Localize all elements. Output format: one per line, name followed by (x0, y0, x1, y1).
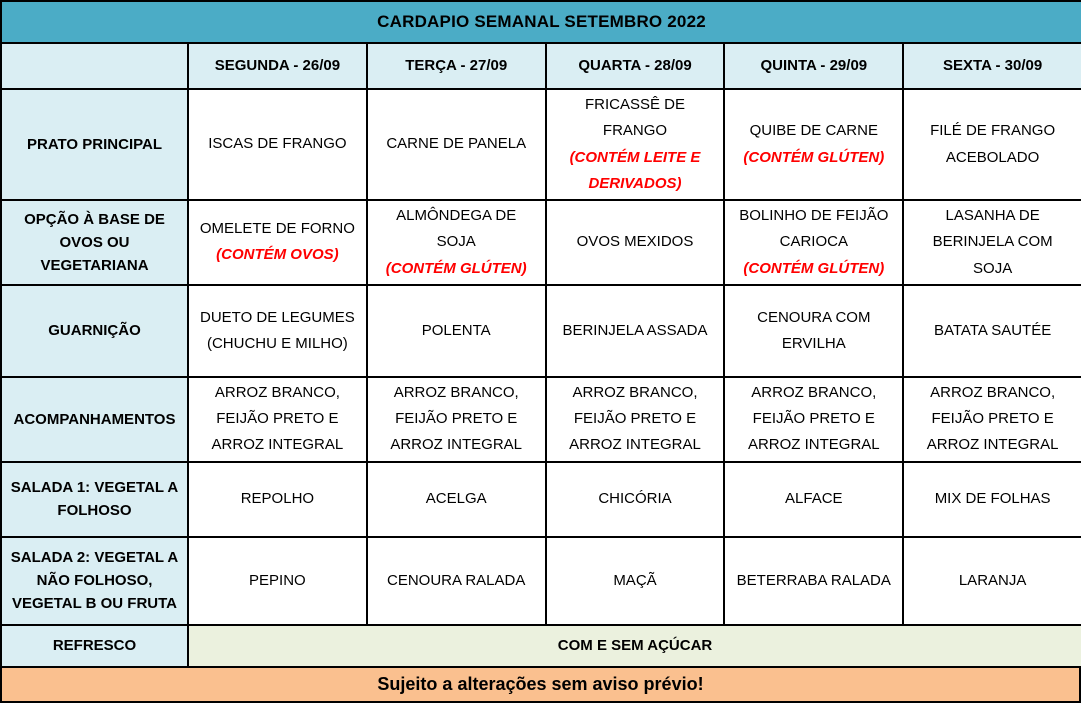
dish-name: ISCAS DE FRANGO (208, 135, 347, 153)
menu-cell (724, 537, 903, 625)
menu-cell (188, 285, 367, 377)
dish-name: MAÇÃ (613, 571, 657, 589)
menu-cell (188, 200, 367, 285)
menu-cell (188, 462, 367, 537)
row-label: PRATO PRINCIPAL (1, 89, 188, 200)
row-label: OPÇÃO À BASE DE OVOS OU VEGETARIANA (1, 200, 188, 285)
dish-name: ALMÔNDEGA DE SOJA (396, 207, 517, 251)
menu-cell (724, 200, 903, 285)
allergen-note: (CONTÉM GLÚTEN) (743, 259, 885, 277)
page-title: CARDAPIO SEMANAL SETEMBRO 2022 (1, 1, 1081, 43)
dish-name: OVOS MEXIDOS (576, 233, 694, 251)
dish-name: REPOLHO (240, 490, 315, 508)
menu-cell (903, 89, 1081, 200)
allergen-note: (CONTÉM GLÚTEN) (385, 259, 527, 277)
table-row-guarnicao (1, 285, 1081, 377)
allergen-note: (CONTÉM GLÚTEN) (743, 148, 885, 166)
disclaimer-bar (0, 668, 1081, 703)
dish-name: ACELGA (425, 490, 487, 508)
dish-name: LASANHA DE BERINJELA COM SOJA (932, 207, 1053, 277)
dish-name: FRICASSÊ DE FRANGO (584, 96, 685, 140)
menu-cell (546, 537, 725, 625)
menu-cell (367, 377, 546, 462)
dish-name: BERINJELA ASSADA (562, 321, 708, 339)
menu-cell (367, 89, 546, 200)
menu-cell (724, 462, 903, 537)
dish-name: PEPINO (249, 571, 306, 589)
menu-cell (903, 285, 1081, 377)
table-row-acompanhamentos (1, 377, 1081, 462)
menu-cell (546, 285, 725, 377)
menu-cell (188, 89, 367, 200)
menu-cell (188, 537, 367, 625)
dish-name: BATATA SAUTÉE (933, 321, 1052, 339)
table-row-salada-1 (1, 462, 1081, 537)
column-header-segunda: SEGUNDA - 26/09 (188, 43, 367, 89)
menu-cell (724, 377, 903, 462)
menu-cell (188, 377, 367, 462)
dish-name: POLENTA (421, 321, 491, 339)
dish-name: ARROZ BRANCO, FEIJÃO PRETO E ARROZ INTEGRAL (569, 383, 701, 454)
menu-cell (903, 377, 1081, 462)
dish-name: MIX DE FOLHAS (934, 490, 1051, 508)
dish-name: ARROZ BRANCO, FEIJÃO PRETO E ARROZ INTEGRAL (390, 383, 523, 454)
table-row-refresco (1, 625, 1081, 667)
dish-name: BOLINHO DE FEIJÃO CARIOCA (739, 207, 889, 251)
allergen-note: (CONTÉM OVOS) (216, 246, 339, 264)
dish-name: ARROZ BRANCO, FEIJÃO PRETO E ARROZ INTEGRAL (747, 383, 880, 454)
header-row (1, 43, 1081, 89)
menu-cell (903, 200, 1081, 285)
dish-name: ARROZ BRANCO, FEIJÃO PRETO E ARROZ INTEGRAL (211, 383, 344, 454)
column-header-terca: TERÇA - 27/09 (367, 43, 546, 89)
dish-name: FILÉ DE FRANGO ACEBOLADO (930, 122, 1056, 166)
row-label: SALADA 2: VEGETAL A NÃO FOLHOSO, VEGETAL B OU FRUTA (1, 537, 188, 625)
dish-name: CENOURA COM ERVILHA (757, 308, 871, 352)
row-label: REFRESCO (1, 625, 188, 667)
dish-name: CHICÓRIA (598, 490, 672, 508)
column-header-quinta: QUINTA - 29/09 (724, 43, 903, 89)
menu-cell (903, 462, 1081, 537)
dish-name: LARANJA (958, 571, 1027, 589)
row-label: SALADA 1: VEGETAL A FOLHOSO (1, 462, 188, 537)
menu-cell (367, 200, 546, 285)
column-header-sexta: SEXTA - 30/09 (903, 43, 1081, 89)
dish-name: CARNE DE PANELA (386, 135, 527, 153)
dish-name: BETERRABA RALADA (736, 571, 891, 589)
corner-cell (1, 43, 188, 89)
menu-cell (724, 89, 903, 200)
menu-cell (546, 89, 725, 200)
dish-name: QUIBE DE CARNE (749, 122, 878, 140)
menu-cell (546, 200, 725, 285)
dish-name: DUETO DE LEGUMES (CHUCHU E MILHO) (200, 308, 355, 352)
dish-name: OMELETE DE FORNO (199, 220, 355, 238)
dish-name: ARROZ BRANCO, FEIJÃO PRETO E ARROZ INTEGRAL (926, 383, 1059, 454)
menu-cell (903, 537, 1081, 625)
row-label: GUARNIÇÃO (1, 285, 188, 377)
table-row-prato-principal (1, 89, 1081, 200)
table-row-salada-2 (1, 537, 1081, 625)
allergen-note: (CONTÉM LEITE E DERIVADOS) (569, 148, 701, 192)
title-row (1, 1, 1081, 43)
menu-cell (367, 462, 546, 537)
refresco-value-cell: COM E SEM AÇÚCAR (188, 625, 1081, 667)
dish-name: ALFACE (785, 490, 843, 508)
menu-cell (724, 285, 903, 377)
menu-cell (367, 537, 546, 625)
disclaimer-text: Sujeito a alterações sem aviso prévio! (377, 673, 704, 694)
menu-cell (367, 285, 546, 377)
menu-cell (546, 377, 725, 462)
column-header-quarta: QUARTA - 28/09 (546, 43, 725, 89)
dish-name: CENOURA RALADA (387, 571, 526, 589)
row-label: ACOMPANHAMENTOS (1, 377, 188, 462)
table-row-opcao-vegetariana (1, 200, 1081, 285)
menu-cell (546, 462, 725, 537)
